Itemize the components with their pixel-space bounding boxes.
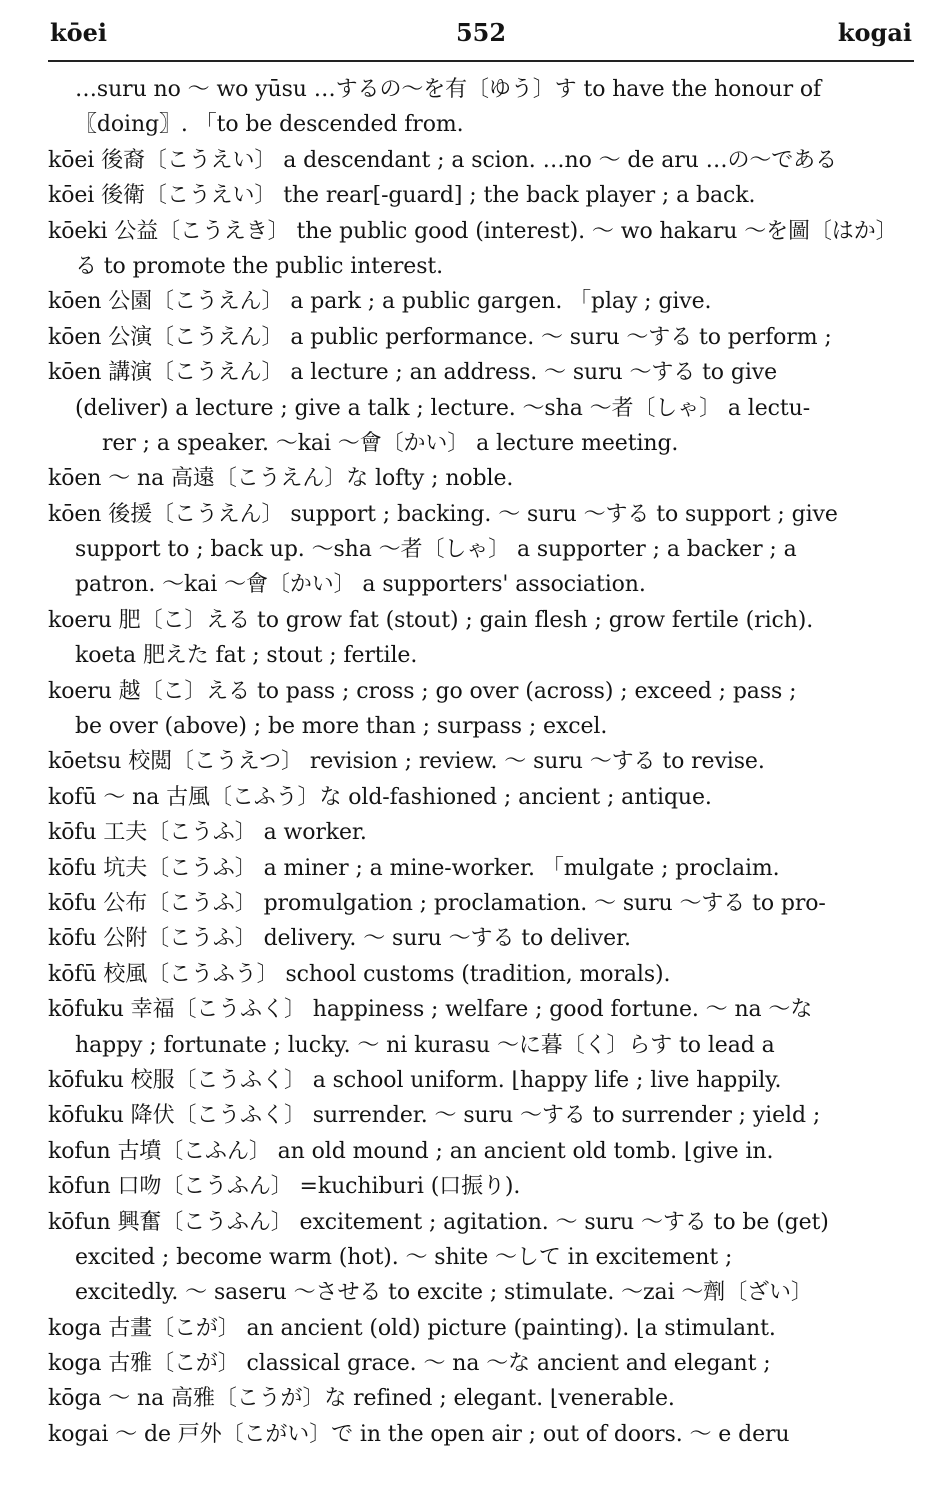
entry-line: kōfu 工夫〔こうふ〕 a worker. [48,820,367,846]
page-number: 552 [455,18,507,47]
entry-line: kofū ～ na 古風〔こふう〕な old-fashioned ; ancient ; antique. [48,784,712,810]
entry-line: kofun 古墳〔こふん〕 an old mound ; an ancient old tomb. ⌊give in. [48,1138,774,1164]
entry-line: る to promote the public interest. [75,253,444,279]
entry-line: kōfu 公布〔こうふ〕 promulgation ; proclamation. ～ suru ～する to pro- [48,890,826,916]
entry-line: koga 古畫〔こが〕 an ancient (old) picture (painting). ⌊a stimulant. [48,1315,776,1341]
entry-line: kōen ～ na 高遠〔こうえん〕な lofty ; noble. [48,466,514,492]
entry-line: patron. ～kai ～會〔かい〕 a supporters' association. [75,572,646,598]
entry-line: excitedly. ～ saseru ～させる to excite ; stimulate. ～zai ～劑〔ざい〕 [75,1280,813,1306]
entry-line: support to ; back up. ～sha ～者〔しゃ〕 a supporter ; a backer ; a [75,537,797,563]
entry-line: kōfun 興奮〔こうふん〕 excitement ; agitation. ～ suru ～する to be (get) [48,1209,829,1235]
entry-line: …suru no ～ wo yūsu …するの～を有〔ゆう〕す to have the honour of [75,77,822,102]
entry-line: kōei 後裔〔こうえい〕 a descendant ; a scion. …no ～ de aru …の～である [48,147,837,173]
entry-line: koeru 肥〔こ〕える to grow fat (stout) ; gain flesh ; grow fertile (rich). [48,607,814,633]
entry-line: koeta 肥えた fat ; stout ; fertile. [75,643,418,669]
entry-line: 〖doing〗. 「to be descended from. [75,112,464,138]
header-rule [48,60,914,62]
entry-line: (deliver) a lecture ; give a talk ; lecture. ～sha ～者〔しゃ〕 a lectu- [75,395,811,421]
entry-line: kōfū 校風〔こうふう〕 school customs (tradition, morals). [48,961,671,987]
entry-line: happy ; fortunate ; lucky. ～ ni kurasu ～に暮〔く〕らす to lead a [75,1032,775,1058]
header-guide-word-right: kogai [837,18,912,47]
entry-line: kōen 公演〔こうえん〕 a public performance. ～ suru ～する to perform ; [48,324,832,350]
entry-line: kōfuku 幸福〔こうふく〕 happiness ; welfare ; good fortune. ～ na ～な [48,997,813,1023]
entry-line: rer ; a speaker. ～kai ～會〔かい〕 a lecture meeting. [102,430,679,456]
entry-line: kōeki 公益〔こうえき〕 the public good (interest). ～ wo hakaru ～を圖〔はか〕 [48,218,898,244]
entry-line: kōfuku 降伏〔こうふく〕 surrender. ～ suru ～する to surrender ; yield ; [48,1103,821,1129]
entry-line: koga 古雅〔こが〕 classical grace. ～ na ～な ancient and elegant ; [48,1351,771,1377]
entry-line: kōetsu 校閲〔こうえつ〕 revision ; review. ～ suru ～する to revise. [48,749,765,775]
entry-line: kōen 講演〔こうえん〕 a lecture ; an address. ～ suru ～する to give [48,360,778,386]
entry-line: kōen 後援〔こうえん〕 support ; backing. ～ suru ～する to support ; give [48,501,838,527]
entry-line: kōfu 坑夫〔こうふ〕 a miner ; a mine-worker. 「mulgate ; proclaim. [48,855,780,881]
entry-line: kōfun 口吻〔こうふん〕 =kuchiburi (口振り). [48,1174,521,1200]
entry-line: be over (above) ; be more than ; surpass ; excel. [75,714,608,740]
entry-line: kōfu 公附〔こうふ〕 delivery. ～ suru ～する to deliver. [48,926,631,952]
entry-line: kōfuku 校服〔こうふく〕 a school uniform. ⌊happy life ; live happily. [48,1067,782,1093]
dictionary-entries [48,72,912,1452]
entry-line: kōei 後衛〔こうえい〕 the rear[-guard] ; the back player ; a back. [48,183,756,209]
entry-line: kogai ～ de 戸外〔こがい〕で in the open air ; out of doors. ～ e deru [48,1421,790,1447]
entry-line: excited ; become warm (hot). ～ shite ～して in excitement ; [75,1244,733,1270]
entry-line: koeru 越〔こ〕える to pass ; cross ; go over (across) ; exceed ; pass ; [48,678,797,704]
entry-line: kōga ～ na 高雅〔こうが〕な refined ; elegant. ⌊venerable. [48,1386,675,1412]
header-guide-word-left: kōei [50,18,108,47]
entry-line: kōen 公園〔こうえん〕 a park ; a public gargen. 「play ; give. [48,289,712,315]
running-header [50,18,912,52]
